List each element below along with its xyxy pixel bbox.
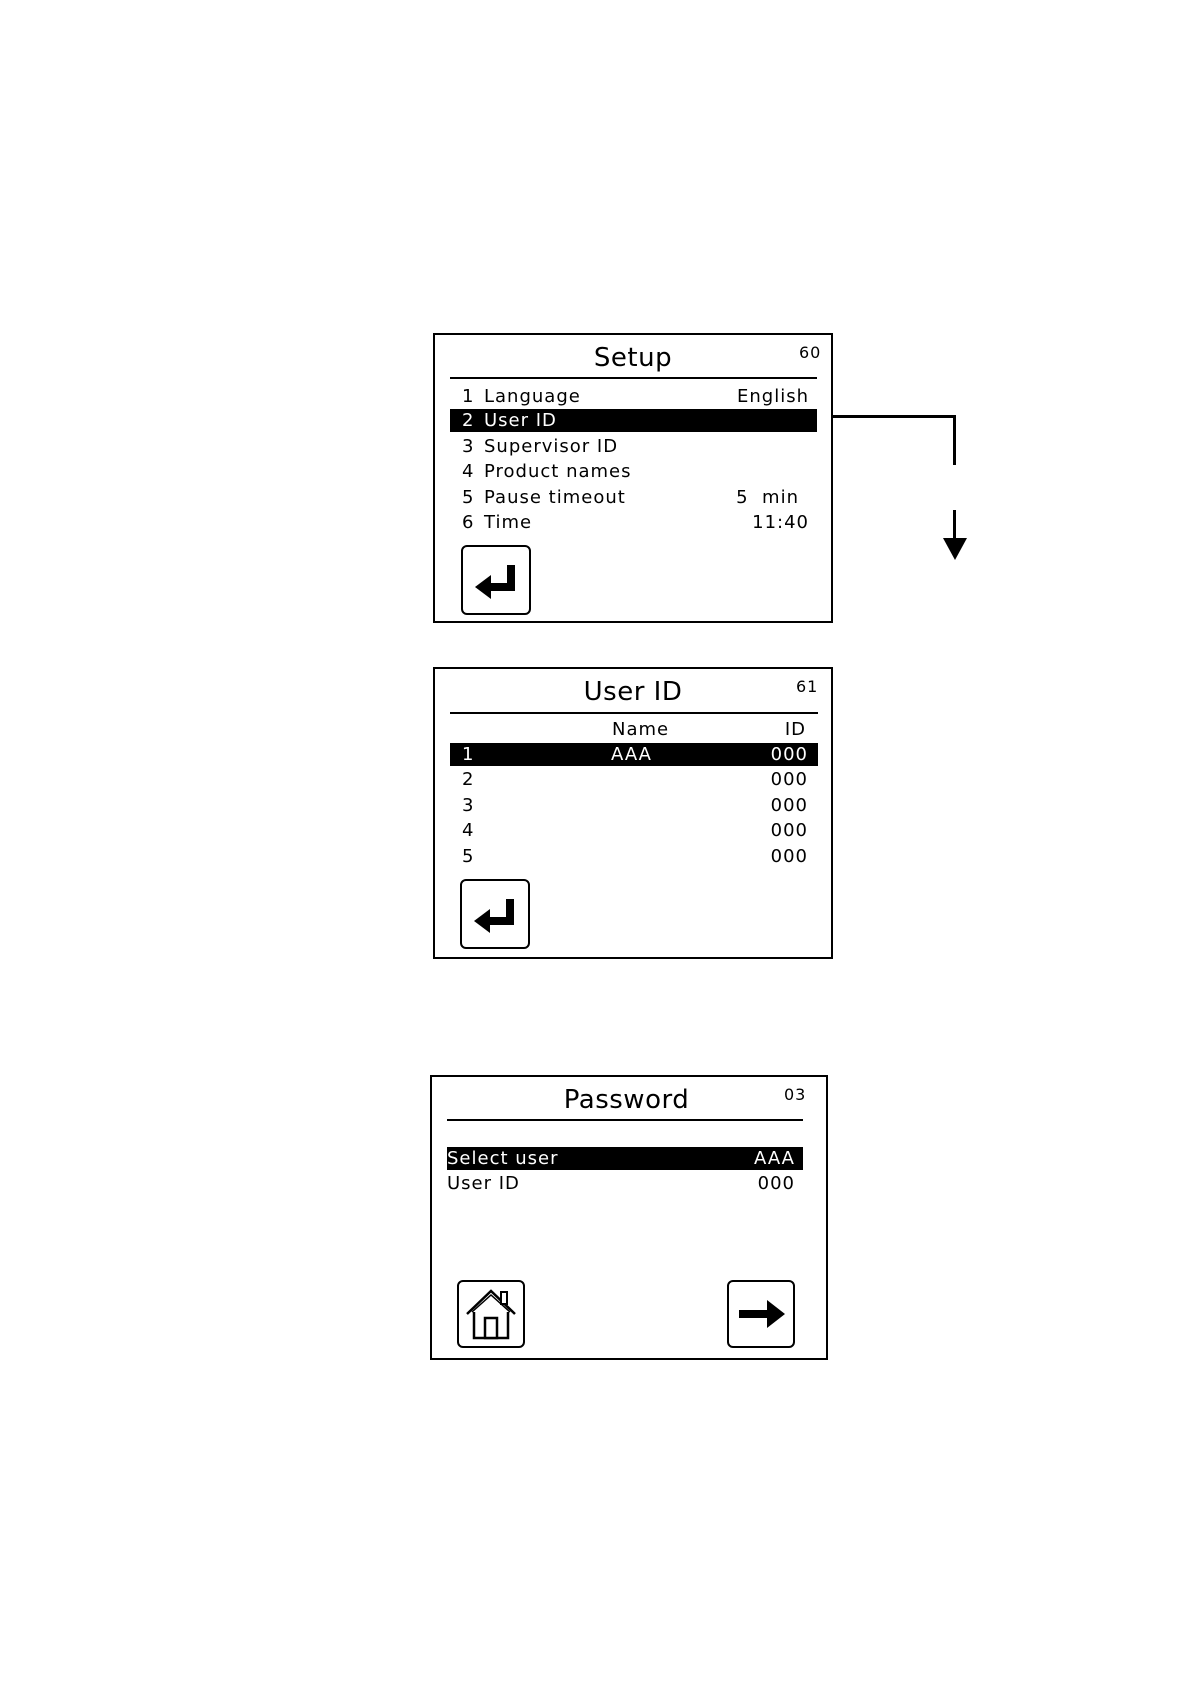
row-id: 000 (770, 769, 808, 790)
setup-item-number: 2 (462, 410, 475, 431)
setup-title: Setup (593, 343, 673, 373)
setup-item-user-id[interactable] (450, 409, 817, 432)
setup-item-product-names[interactable] (450, 460, 817, 483)
setup-item-number: 3 (462, 436, 475, 457)
table-row[interactable] (450, 794, 818, 817)
setup-item-label: User ID (484, 410, 557, 431)
user-id-screen-code: 61 (796, 677, 819, 696)
column-header-name: Name (612, 719, 670, 740)
table-row[interactable] (450, 743, 818, 766)
password-title-rule (447, 1119, 803, 1121)
setup-item-label: Time (484, 512, 533, 533)
row-number: 4 (462, 820, 475, 841)
row-number: 5 (462, 846, 475, 867)
row-number: 1 (462, 744, 475, 765)
flow-connector-vertical (953, 415, 956, 465)
row-number: 3 (462, 795, 475, 816)
setup-item-number: 4 (462, 461, 475, 482)
back-button[interactable] (461, 545, 531, 615)
table-row[interactable] (450, 819, 818, 842)
user-id-screen (433, 667, 833, 959)
select-user-field[interactable] (447, 1147, 803, 1170)
column-header-id: ID (784, 719, 806, 740)
arrow-down-icon (942, 536, 968, 562)
table-row[interactable] (450, 845, 818, 868)
row-name: AAA (611, 744, 652, 765)
setup-screen (433, 333, 833, 623)
user-id-title-rule (450, 712, 818, 714)
row-number: 2 (462, 769, 475, 790)
field-label: User ID (447, 1173, 520, 1194)
setup-item-supervisor-id[interactable] (450, 435, 817, 458)
return-icon (462, 881, 528, 947)
setup-item-value: English (737, 386, 809, 407)
user-id-title: User ID (583, 677, 683, 707)
row-id: 000 (770, 820, 808, 841)
setup-item-time[interactable] (450, 511, 817, 534)
field-value: AAA (754, 1148, 795, 1169)
setup-item-value: 11:40 (752, 512, 809, 533)
setup-item-label: Language (484, 386, 581, 407)
setup-item-number: 6 (462, 512, 475, 533)
row-id: 000 (770, 846, 808, 867)
setup-item-label: Pause timeout (484, 487, 626, 508)
arrow-right-icon (729, 1282, 793, 1346)
home-button[interactable] (457, 1280, 525, 1348)
password-screen (430, 1075, 828, 1360)
next-button[interactable] (727, 1280, 795, 1348)
setup-item-label: Product names (484, 461, 632, 482)
home-icon (459, 1282, 523, 1346)
setup-item-value: 5 min (736, 487, 799, 508)
setup-item-pause-timeout[interactable] (450, 486, 817, 509)
row-id: 000 (770, 744, 808, 765)
table-row[interactable] (450, 768, 818, 791)
user-id-column-headers (450, 718, 818, 741)
setup-item-number: 5 (462, 487, 475, 508)
password-title: Password (563, 1085, 690, 1115)
setup-item-number: 1 (462, 386, 475, 407)
setup-screen-code: 60 (799, 343, 822, 362)
return-icon (463, 547, 529, 613)
password-screen-code: 03 (784, 1085, 807, 1104)
field-label: Select user (447, 1148, 559, 1169)
row-id: 000 (770, 795, 808, 816)
flow-connector-horizontal (833, 415, 956, 418)
setup-item-label: Supervisor ID (484, 436, 619, 457)
setup-title-rule (450, 377, 817, 379)
user-id-field[interactable] (447, 1172, 803, 1195)
setup-item-language[interactable] (450, 385, 817, 408)
field-value: 000 (757, 1173, 795, 1194)
back-button[interactable] (460, 879, 530, 949)
